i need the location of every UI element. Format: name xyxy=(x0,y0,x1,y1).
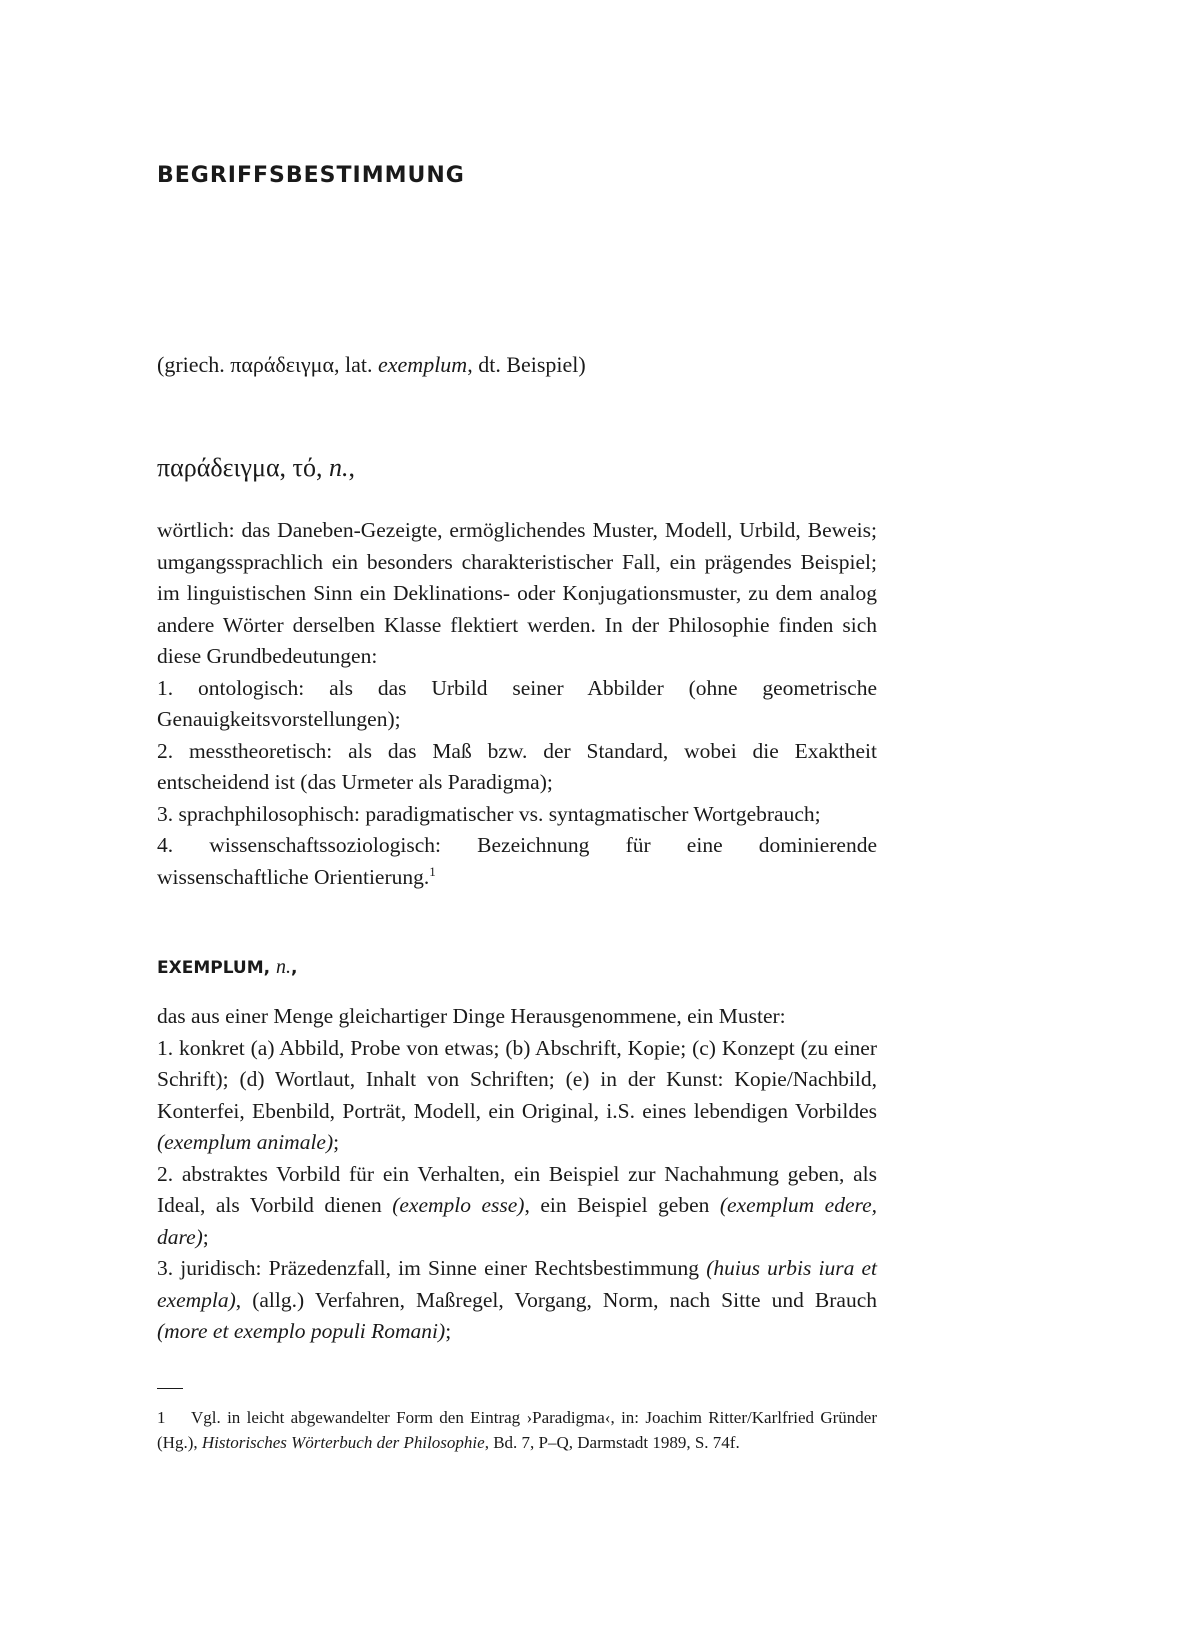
etymology-prefix: (griech. xyxy=(157,352,231,377)
exemplum-item-1-end: ; xyxy=(333,1130,340,1154)
exemplum-item-2-latin-a: (exemplo esse) xyxy=(392,1193,525,1217)
exemplum-item-2 xyxy=(157,1159,877,1254)
exemplum-item-3-latin-b: (more et exemplo populi Romani) xyxy=(157,1319,446,1343)
exemplum-item-2-text-a: 2. abstraktes Vorbild für ein Verhalten, ein Beispiel zur Nachahmung geben, als Ideal, als Vorbild dienen xyxy=(157,1161,877,1217)
exemplum-heading xyxy=(157,956,298,979)
footnote-title: Historisches Wörterbuch der Philosophie xyxy=(201,1433,485,1452)
exemplum-item-3-latin-a: (huius urbis iura et exempla) xyxy=(157,1256,877,1312)
definition-item-2: 2. messtheoretisch: als das Maß bzw. der Standard, wobei die Exaktheit entscheidend ist (das Urmeter als Paradigma); xyxy=(157,738,877,794)
exemplum-gram: n. xyxy=(276,956,292,978)
etymology-line xyxy=(157,352,586,378)
exemplum-heading-word: EXEMPLUM, xyxy=(157,958,277,978)
exemplum-heading-end: , xyxy=(291,958,298,978)
lemma-word: παράδειγμα, τό, xyxy=(157,453,330,482)
paradigma-definition xyxy=(157,515,877,893)
etymology-suffix: , dt. Beispiel) xyxy=(467,352,586,377)
footnote-reference: 1 xyxy=(429,863,436,879)
footnote xyxy=(157,1405,877,1455)
definition-item-3: 3. sprachphilosophisch: paradigmatischer vs. syntagmatischer Wortgebrauch; xyxy=(157,801,821,826)
greek-lemma xyxy=(157,453,355,483)
definition-item-4 xyxy=(157,830,877,893)
exemplum-item-2-end: ; xyxy=(202,1224,209,1249)
exemplum-item-1-text: 1. konkret (a) Abbild, Probe von etwas; (b) Abschrift, Kopie; (c) Konzept (zu einer Schrift); (d) Wortlaut, Inhalt von Schriften; (e) in der Kunst: Kopie/Nachbild, Konterfei, Ebenbild, Porträt, Modell, ein Original, i.S. eines lebendigen Vorbildes xyxy=(157,1035,877,1123)
footnote-text-b: , Bd. 7, P–Q, Darmstadt 1989, S. 74f. xyxy=(484,1433,740,1452)
section-heading: BEGRIFFSBESTIMMUNG xyxy=(157,163,465,188)
definition-item-1: 1. ontologisch: als das Urbild seiner Abbilder (ohne geometrische Genauigkeitsvorstellungen); xyxy=(157,675,877,731)
latin-term: exemplum xyxy=(378,352,468,377)
exemplum-item-3-text-b: , (allg.) Verfahren, Maßregel, Vorgang, Norm, nach Sitte und Brauch xyxy=(235,1287,877,1312)
footnote-text-a: Vgl. in leicht abgewandelter Form den Eintrag ›Paradigma‹, in: Joachim Ritter/Karlfried Gründer (Hg.), xyxy=(157,1408,877,1452)
exemplum-item-3 xyxy=(157,1253,877,1348)
footnote-divider xyxy=(157,1388,183,1389)
greek-term: παράδειγμα xyxy=(230,352,335,377)
exemplum-item-1-latin: (exemplum animale) xyxy=(157,1130,334,1154)
exemplum-item-1 xyxy=(157,1033,877,1159)
exemplum-item-2-text-b: , ein Beispiel geben xyxy=(524,1193,720,1217)
exemplum-definition xyxy=(157,1001,877,1348)
lemma-gram: n. xyxy=(329,453,349,482)
exemplum-item-2-latin-b: (exemplum edere, dare) xyxy=(157,1193,877,1249)
exemplum-intro: das aus einer Menge gleichartiger Dinge Herausgenommene, ein Muster: xyxy=(157,1004,786,1028)
definition-intro: wörtlich: das Daneben-Gezeigte, ermöglichendes Muster, Modell, Urbild, Beweis; umgangssprachlich ein besonders charakteristischer Fall, ein prägendes Beispiel; im linguistischen Sinn ein Deklinations- oder Konjugationsmuster, zu dem analog andere Wörter derselben Klasse flektiert werden. In der Philosophie finden sich diese Grundbedeutungen: xyxy=(157,518,877,668)
lemma-end: , xyxy=(348,453,356,482)
definition-item-4-text: 4. wissenschaftssoziologisch: Bezeichnung für eine dominierende wissenschaftliche Orientierung. xyxy=(157,833,877,889)
footnote-number: 1 xyxy=(157,1408,166,1427)
exemplum-item-3-text-a: 3. juridisch: Präzedenzfall, im Sinne einer Rechtsbestimmung xyxy=(157,1256,707,1280)
etymology-mid: , lat. xyxy=(334,352,379,377)
exemplum-item-3-end: ; xyxy=(445,1319,452,1343)
